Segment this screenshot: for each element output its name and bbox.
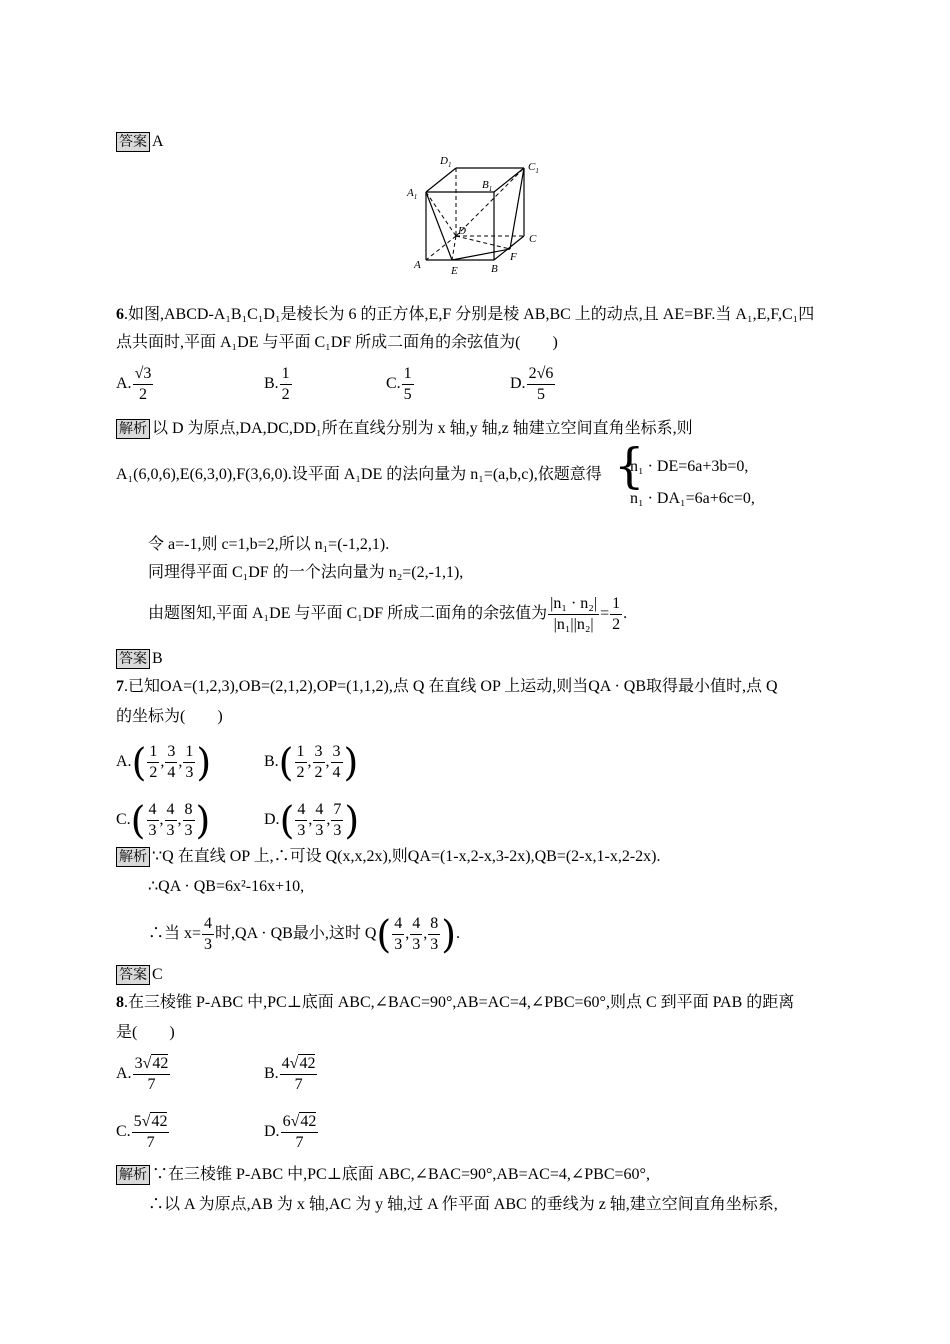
q8-option-b: B. $\frac{4√42}{7}$ bbox=[264, 1055, 316, 1093]
q6-answer: B bbox=[152, 650, 163, 667]
q8-option-d: D. $\frac{6√42}{7}$ bbox=[264, 1113, 317, 1151]
q7-analysis-line1: 解析 ∵Q 在直线 OP 上,∴可设 Q(x,x,2x),则QA=(1-x,2-x,3-2x),QB=(2-x,1-x,2-2x). bbox=[116, 846, 660, 868]
q5-answer: A bbox=[152, 133, 164, 150]
label-B: B bbox=[491, 263, 498, 275]
svg-text:B1: $B_1$ bbox=[482, 179, 493, 193]
q7-option-c: C.( $\frac{4}{3}$ , $\frac{4}{3}$ , $\frac{8}{3}$ ) bbox=[116, 798, 211, 843]
q6-option-a: A. $\frac{√3}{2}$ bbox=[116, 365, 152, 403]
label-E: E bbox=[451, 265, 458, 277]
label-D: D bbox=[458, 225, 466, 237]
q6-option-b: B. $\frac{1}{2}$ bbox=[264, 365, 290, 403]
q6-analysis-line4: 同理得平面 C₁DF 的一个法向量为 n₂=(2,-1,1), bbox=[148, 564, 464, 581]
q8-analysis-line2: ∴以 A 为原点,AB 为 x 轴,AC 为 y 轴,过 A 作平面 ABC 的垂线为 z 轴,建立空间直角坐标系, bbox=[148, 1196, 778, 1213]
q7-stem-line1: 7.已知OA=(1,2,3),OB=(2,1,2),OP=(1,1,2),点 Q 在直线 OP 上运动,则当QA · QB取得最小值时,点 Q bbox=[116, 678, 778, 695]
q6-analysis-line1: 解析 以 D 为原点,DA,DC,DD₁所在直线分别为 x 轴,y 轴,z 轴建立空间直角坐标系,则 bbox=[116, 418, 693, 440]
q8-stem-line1: 8.在三棱锥 P-ABC 中,PC⊥底面 ABC,∠BAC=90°,AB=AC=4,∠PBC=60°,则点 C 到平面 PAB 的距离 bbox=[116, 994, 795, 1011]
label-A: A bbox=[414, 259, 421, 271]
label-A1: A bbox=[407, 187, 414, 199]
q6-analysis-line5: 由题图知,平面 A₁DE 与平面 C₁DF 所成二面角的余弦值为 $\frac{\text{|n₁ · n₂|}}{\text{|n₁||n₂|}}$ = $\frac{1}{2}$ . bbox=[148, 595, 628, 633]
q7-option-a: A.( $\frac{1}{2}$ , $\frac{3}{4}$ , $\frac{1}{3}$ ) bbox=[116, 740, 212, 785]
q7-analysis-line3: ∴当 x= $\frac{4}{3}$ 时,QA · QB最小,这时 Q( $\frac{4}{3}$ , $\frac{4}{3}$ , $\frac{8}{3}$ ). bbox=[148, 912, 461, 957]
label-F: F bbox=[510, 251, 517, 263]
q6-eq1: n₁ · DE=6a+3b=0, bbox=[630, 458, 749, 475]
answer-tag: 答案 bbox=[116, 132, 150, 152]
label-B1: B bbox=[482, 179, 489, 191]
q5-answer-line bbox=[116, 131, 164, 153]
svg-text:D1: $D_1$ bbox=[440, 155, 452, 169]
label-C1: C bbox=[528, 161, 536, 173]
q7-option-b: B.( $\frac{1}{2}$ , $\frac{3}{2}$ , $\frac{3}{4}$ ) bbox=[264, 740, 359, 785]
q6-eq2: n₁ · DA₁=6a+6c=0, bbox=[630, 490, 755, 507]
q6-answer-line: 答案 B bbox=[116, 648, 163, 670]
q6-option-c: C. $\frac{1}{5}$ bbox=[386, 365, 412, 403]
q6-analysis-line2: A₁(6,0,6),E(6,3,0),F(3,6,0).设平面 A₁DE 的法向量为 n₁=(a,b,c),依题意得 bbox=[116, 466, 602, 483]
q8-option-a: A. $\frac{3√42}{7}$ bbox=[116, 1055, 169, 1093]
q8-stem-line2: 是( ) bbox=[116, 1024, 175, 1041]
label-C: C bbox=[529, 233, 537, 245]
cube-figure bbox=[400, 150, 560, 280]
q8-option-c: C. $\frac{5√42}{7}$ bbox=[116, 1113, 168, 1151]
q6-stem-line2: 点共面时,平面 A₁DE 与平面 C₁DF 所成二面角的余弦值为( ) bbox=[116, 334, 558, 351]
q7-option-d: D.( $\frac{4}{3}$ , $\frac{4}{3}$ , $\frac{7}{3}$ ) bbox=[264, 798, 360, 843]
q6-analysis-line3: 令 a=-1,则 c=1,b=2,所以 n₁=(-1,2,1). bbox=[148, 536, 390, 553]
q7-answer: C bbox=[152, 966, 163, 983]
q6-stem-line1: 6.如图,ABCD-A₁B₁C₁D₁是棱长为 6 的正方体,E,F 分别是棱 AB,BC 上的动点,且 AE=BF.当 A₁,E,F,C₁四 bbox=[116, 306, 815, 323]
q6-option-d: D. $\frac{2√6}{5}$ bbox=[510, 365, 554, 403]
analysis-tag: 解析 bbox=[116, 419, 150, 439]
q7-answer-line: 答案 C bbox=[116, 964, 163, 986]
q7-stem-line2: 的坐标为( ) bbox=[116, 708, 223, 725]
svg-text:C1: $C_1$ bbox=[528, 161, 539, 175]
svg-text:A1: $A_1$ bbox=[407, 187, 418, 201]
q7-analysis-line2: ∴QA · QB=6x²-16x+10, bbox=[148, 878, 305, 895]
q8-analysis-line1: 解析 ∵在三棱锥 P-ABC 中,PC⊥底面 ABC,∠BAC=90°,AB=AC=4,∠PBC=60°, bbox=[116, 1164, 650, 1186]
label-D1: D bbox=[440, 155, 448, 167]
